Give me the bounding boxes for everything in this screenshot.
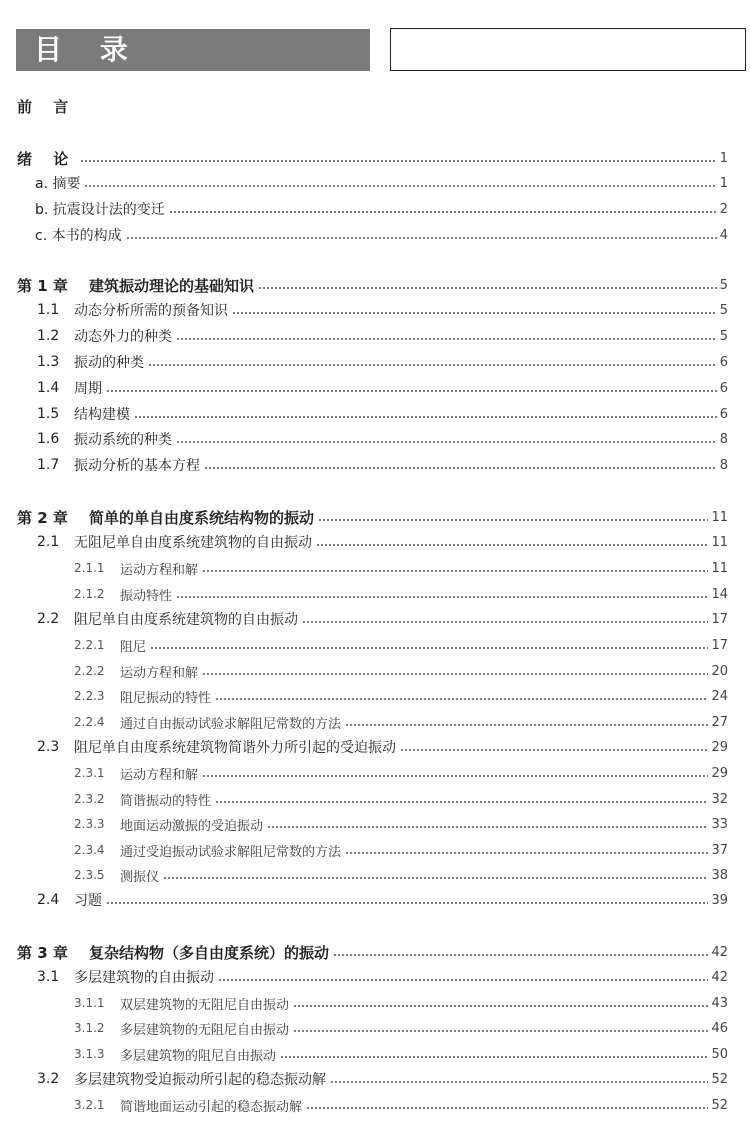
- toc-page-number: 8: [719, 431, 728, 447]
- toc-page-number: 42: [711, 969, 728, 985]
- toc-label: c. 本书的构成: [35, 228, 122, 244]
- toc-number: 2.3.4: [74, 843, 105, 857]
- toc-page-number: 29: [711, 739, 728, 755]
- toc-label: 动态外力的种类: [74, 329, 172, 345]
- toc-page-number: 50: [711, 1046, 728, 1062]
- toc-number: 2.3.5: [74, 868, 105, 882]
- dot-leader: [106, 902, 708, 904]
- toc-label: 通过受迫振动试验求解阻尼常数的方法: [120, 844, 342, 860]
- dot-leader: [148, 364, 717, 366]
- toc-entry[interactable]: [0, 840, 728, 860]
- toc-entry[interactable]: [0, 225, 728, 245]
- toc-label: 通过自由振动试验求解阻尼常数的方法: [120, 716, 342, 732]
- toc-label: 运动方程和解: [120, 767, 199, 783]
- toc-page-number: 2: [719, 201, 728, 217]
- toc-number: 3.1.2: [74, 1021, 105, 1035]
- toc-entry[interactable]: [0, 378, 728, 398]
- toc-entry[interactable]: [0, 1095, 728, 1115]
- dot-leader: [258, 287, 717, 289]
- toc-page-number: 6: [719, 406, 728, 422]
- toc-page-number: 33: [711, 816, 728, 832]
- toc-number: 2.3: [37, 739, 60, 755]
- toc-page-number: 52: [711, 1097, 728, 1113]
- toc-number: 1.7: [37, 457, 60, 473]
- toc-entry[interactable]: [0, 1018, 728, 1038]
- toc-number: 3.1: [37, 969, 60, 985]
- dot-leader: [163, 877, 708, 879]
- toc-entry[interactable]: [0, 635, 728, 655]
- dot-leader: [267, 826, 708, 828]
- toc-label: 多层建筑物的无阻尼自由振动: [120, 1022, 290, 1038]
- toc-entry[interactable]: [0, 584, 728, 604]
- toc-entry[interactable]: [0, 763, 728, 783]
- toc-page-number: 38: [711, 867, 728, 883]
- toc-entry[interactable]: [0, 326, 728, 346]
- toc-number: 2.1: [37, 534, 60, 550]
- toc-label: 前 言: [17, 97, 77, 116]
- toc-entry[interactable]: [0, 300, 728, 320]
- toc-label: 习题: [74, 893, 102, 909]
- toc-entry[interactable]: [0, 352, 728, 372]
- toc-number: 1.6: [37, 431, 60, 447]
- toc-entry[interactable]: [0, 890, 728, 910]
- toc-page-number: 5: [719, 328, 728, 344]
- toc-page-number: 27: [711, 714, 728, 730]
- toc-page-number: 11: [711, 560, 728, 576]
- toc-number: 2.3.3: [74, 817, 105, 831]
- toc-page-number: 6: [719, 354, 728, 370]
- toc-label: 振动的种类: [74, 355, 144, 371]
- toc-label: 复杂结构物（多自由度系统）的振动: [89, 943, 330, 962]
- toc-page-number: 14: [711, 586, 728, 602]
- toc-number: 2.2.1: [74, 638, 105, 652]
- toc-number: 3.2: [37, 1071, 60, 1087]
- toc-label: 测振仪: [120, 869, 160, 885]
- toc-label: 多层建筑物受迫振动所引起的稳态振动解: [74, 1072, 326, 1088]
- toc-entry[interactable]: [0, 1044, 728, 1064]
- toc-number: 2.1.1: [74, 561, 105, 575]
- toc-entry[interactable]: [0, 967, 728, 987]
- dot-leader: [302, 621, 708, 623]
- dot-leader: [215, 801, 708, 803]
- dot-leader: [333, 954, 708, 956]
- toc-label: 绪 论: [17, 149, 77, 168]
- toc-label: 简谐振动的特性: [120, 793, 212, 809]
- dot-leader: [345, 724, 708, 726]
- toc-preface[interactable]: [0, 96, 728, 116]
- dot-leader: [84, 185, 716, 187]
- toc-page-number: 37: [711, 842, 728, 858]
- toc-page-number: 17: [711, 611, 728, 627]
- toc-entry[interactable]: [0, 609, 728, 629]
- toc-number: 1.1: [37, 302, 60, 318]
- toc-number: 第 1 章: [17, 276, 68, 295]
- toc-page-number: 52: [711, 1071, 728, 1087]
- toc-page-number: 1: [719, 175, 728, 191]
- dot-leader: [202, 570, 708, 572]
- toc-label: 振动分析的基本方程: [74, 458, 200, 474]
- dot-leader: [218, 979, 708, 981]
- toc-entry[interactable]: [0, 993, 728, 1013]
- toc-entry[interactable]: [0, 404, 728, 424]
- toc-entry[interactable]: [0, 429, 728, 449]
- toc-number: 2.2: [37, 611, 60, 627]
- toc-page-number: 11: [711, 509, 728, 525]
- toc-entry[interactable]: [0, 1069, 728, 1089]
- toc-entry[interactable]: [0, 814, 728, 834]
- toc-page-number: 17: [711, 637, 728, 653]
- toc-number: 3.1.1: [74, 996, 105, 1010]
- toc-entry[interactable]: [0, 199, 728, 219]
- toc-page-number: 46: [711, 1020, 728, 1036]
- dot-leader: [150, 647, 708, 649]
- dot-leader: [106, 390, 717, 392]
- toc-label: 阻尼振动的特性: [120, 690, 212, 706]
- toc-page-number: 5: [719, 302, 728, 318]
- toc-number: 3.2.1: [74, 1098, 105, 1112]
- toc-number: 第 3 章: [17, 943, 68, 962]
- toc-number: 2.1.2: [74, 587, 105, 601]
- toc-entry[interactable]: [0, 532, 728, 552]
- toc-label: 多层建筑物的自由振动: [74, 970, 214, 986]
- toc-label: 无阻尼单自由度系统建筑物的自由振动: [74, 535, 312, 551]
- toc-number: 1.3: [37, 354, 60, 370]
- toc-page-number: 43: [711, 995, 728, 1011]
- toc-label: 阻尼单自由度系统建筑物简谐外力所引起的受迫振动: [74, 740, 396, 756]
- toc-number: 第 2 章: [17, 508, 68, 527]
- page-title: 目 录: [16, 29, 370, 71]
- toc-label: 多层建筑物的阻尼自由振动: [120, 1048, 277, 1064]
- toc-page-number: 39: [711, 892, 728, 908]
- toc-label: 阻尼: [120, 639, 147, 655]
- toc-page-number: 42: [711, 944, 728, 960]
- toc-number: 1.4: [37, 380, 60, 396]
- toc-number: 3.1.3: [74, 1047, 105, 1061]
- toc-label: 动态分析所需的预备知识: [74, 303, 228, 319]
- toc-label: 阻尼单自由度系统建筑物的自由振动: [74, 612, 298, 628]
- toc-entry[interactable]: [0, 661, 728, 681]
- dot-leader: [126, 237, 717, 239]
- toc-page-number: 32: [711, 791, 728, 807]
- toc-label: 周期: [74, 381, 102, 397]
- toc-number: 2.4: [37, 892, 60, 908]
- toc-label: 运动方程和解: [120, 665, 199, 681]
- toc-number: 2.2.4: [74, 715, 105, 729]
- dot-leader: [293, 1005, 708, 1007]
- dot-leader: [176, 596, 708, 598]
- toc-label: 双层建筑物的无阻尼自由振动: [120, 997, 290, 1013]
- toc-page-number: 24: [711, 688, 728, 704]
- dot-leader: [316, 544, 708, 546]
- dot-leader: [280, 1056, 708, 1058]
- toc-label: 地面运动激振的受迫振动: [120, 818, 264, 834]
- dot-leader: [330, 1081, 708, 1083]
- toc-entry[interactable]: [0, 275, 728, 295]
- dot-leader: [176, 441, 717, 443]
- toc-entry[interactable]: [0, 173, 728, 193]
- toc-label: 振动系统的种类: [74, 432, 172, 448]
- dot-leader: [204, 467, 717, 469]
- toc-entry[interactable]: [0, 558, 728, 578]
- toc-entry[interactable]: [0, 737, 728, 757]
- toc-label: 简谐地面运动引起的稳态振动解: [120, 1099, 303, 1115]
- toc-entry[interactable]: [0, 942, 728, 962]
- toc-page-number: 20: [711, 663, 728, 679]
- toc-page-number: 29: [711, 765, 728, 781]
- dot-leader: [134, 416, 717, 418]
- dot-leader: [215, 698, 708, 700]
- toc-label: a. 摘要: [35, 176, 81, 192]
- toc-label: b. 抗震设计法的变迁: [35, 202, 165, 218]
- toc-page-number: 8: [719, 457, 728, 473]
- toc-page-number: 1: [719, 150, 728, 166]
- dot-leader: [202, 775, 708, 777]
- toc-entry[interactable]: [0, 686, 728, 706]
- toc-label: 结构建模: [74, 407, 130, 423]
- dot-leader: [345, 852, 708, 854]
- dot-leader: [202, 673, 708, 675]
- toc-number: 2.3.1: [74, 766, 105, 780]
- toc-label: 振动特性: [120, 588, 173, 604]
- toc-label: 运动方程和解: [120, 562, 199, 578]
- toc-entry[interactable]: [0, 712, 728, 732]
- toc-page-number: 11: [711, 534, 728, 550]
- toc-label: 简单的单自由度系统结构物的振动: [89, 508, 315, 527]
- toc-number: 2.3.2: [74, 792, 105, 806]
- toc-entry[interactable]: [0, 455, 728, 475]
- toc-entry[interactable]: [0, 148, 728, 168]
- toc-label: 建筑振动理论的基础知识: [89, 276, 255, 295]
- dot-leader: [80, 160, 716, 162]
- toc-number: 2.2.3: [74, 689, 105, 703]
- dot-leader: [400, 749, 708, 751]
- dot-leader: [318, 519, 708, 521]
- toc-entry[interactable]: [0, 865, 728, 885]
- toc-number: 1.5: [37, 406, 60, 422]
- toc-number: 2.2.2: [74, 664, 105, 678]
- toc-entry[interactable]: [0, 507, 728, 527]
- dot-leader: [176, 338, 717, 340]
- toc-number: 1.2: [37, 328, 60, 344]
- dot-leader: [169, 211, 717, 213]
- toc-page-number: 4: [719, 227, 728, 243]
- dot-leader: [293, 1030, 708, 1032]
- toc-page-number: 5: [719, 277, 728, 293]
- dot-leader: [232, 312, 717, 314]
- dot-leader: [306, 1107, 708, 1109]
- toc-page-number: 6: [719, 380, 728, 396]
- toc-entry[interactable]: [0, 789, 728, 809]
